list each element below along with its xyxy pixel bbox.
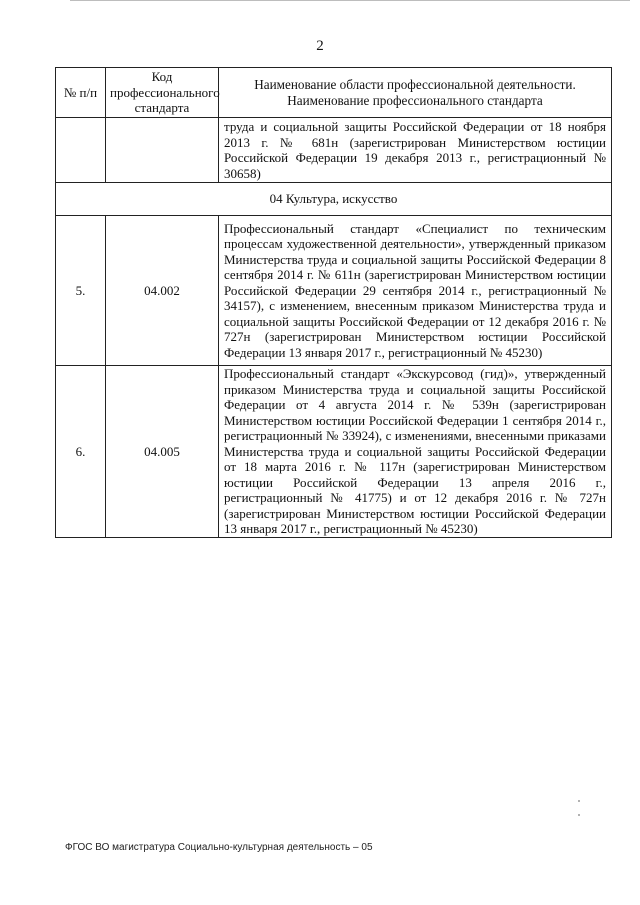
scan-edge-line — [70, 0, 630, 1]
header-code: Код профессионального стандарта — [106, 68, 219, 118]
header-title-line2: Наименование профессионального стандарта — [287, 92, 543, 108]
scan-speck — [578, 800, 580, 802]
table-header-row — [56, 68, 612, 118]
header-title — [219, 68, 612, 118]
row-number: 5. — [56, 216, 106, 366]
table-row — [56, 366, 612, 538]
table-row — [56, 216, 612, 366]
header-title-line1: Наименование области профессиональной деятельности. — [254, 77, 576, 92]
continuation-row — [56, 118, 612, 183]
footer-text: ФГОС ВО магистратура Социально-культурная деятельность – 05 — [65, 842, 373, 853]
header-num: № п/п — [56, 68, 106, 118]
page-number: 2 — [316, 38, 324, 54]
continuation-code-cell — [106, 118, 219, 183]
row-code: 04.002 — [106, 216, 219, 366]
row-number: 6. — [56, 366, 106, 538]
continuation-num-cell — [56, 118, 106, 183]
section-row — [56, 183, 612, 216]
continuation-text: труда и социальной защиты Российской Федерации от 18 ноября 2013 г. № 681н (зарегистрирован Министерством юстиции Российской Федерации 19 декабря 2013 г., регистрационный № 30658) — [219, 118, 612, 183]
row-text: Профессиональный стандарт «Экскурсовод (гид)», утвержденный приказом Министерства труда и социальной защиты Российской Федерации от 4 августа 2014 г. № 539н (зарегистрирован Министерством юстиции Российской Федерации 1 сентября 2014 г., регистрационный № 33924), с изменениями, внесенными приказами Министерства труда и социальной защиты Российской Федерации от 18 марта 2016 г. № 117н (зарегистрирован Министерством юстиции Российской Федерации 13 апреля 2016 г., регистрационный № 41775) и от 12 декабря 2016 г. № 727н (зарегистрирован Министерством юстиции Российской Федерации 13 января 2017 г., регистрационный № 45230) — [219, 366, 612, 538]
row-text: Профессиональный стандарт «Специалист по техническим процессам художественной деятельности», утвержденный приказом Министерства труда и социальной защиты Российской Федерации 8 сентября 2014 г. № 611н (зарегистрирован Министерством юстиции Российской Федерации 29 сентября 2014 г., регистрационный № 34157), с изменением, внесенным приказом Министерства труда и социальной защиты Российской Федерации от 12 декабря 2016 г. № 727н (зарегистрирован Министерством юстиции Российской Федерации 13 января 2017 г., регистрационный № 45230) — [219, 216, 612, 366]
row-code: 04.005 — [106, 366, 219, 538]
section-title: 04 Культура, искусство — [56, 183, 612, 216]
scan-speck — [578, 814, 580, 816]
standards-table — [55, 67, 612, 538]
